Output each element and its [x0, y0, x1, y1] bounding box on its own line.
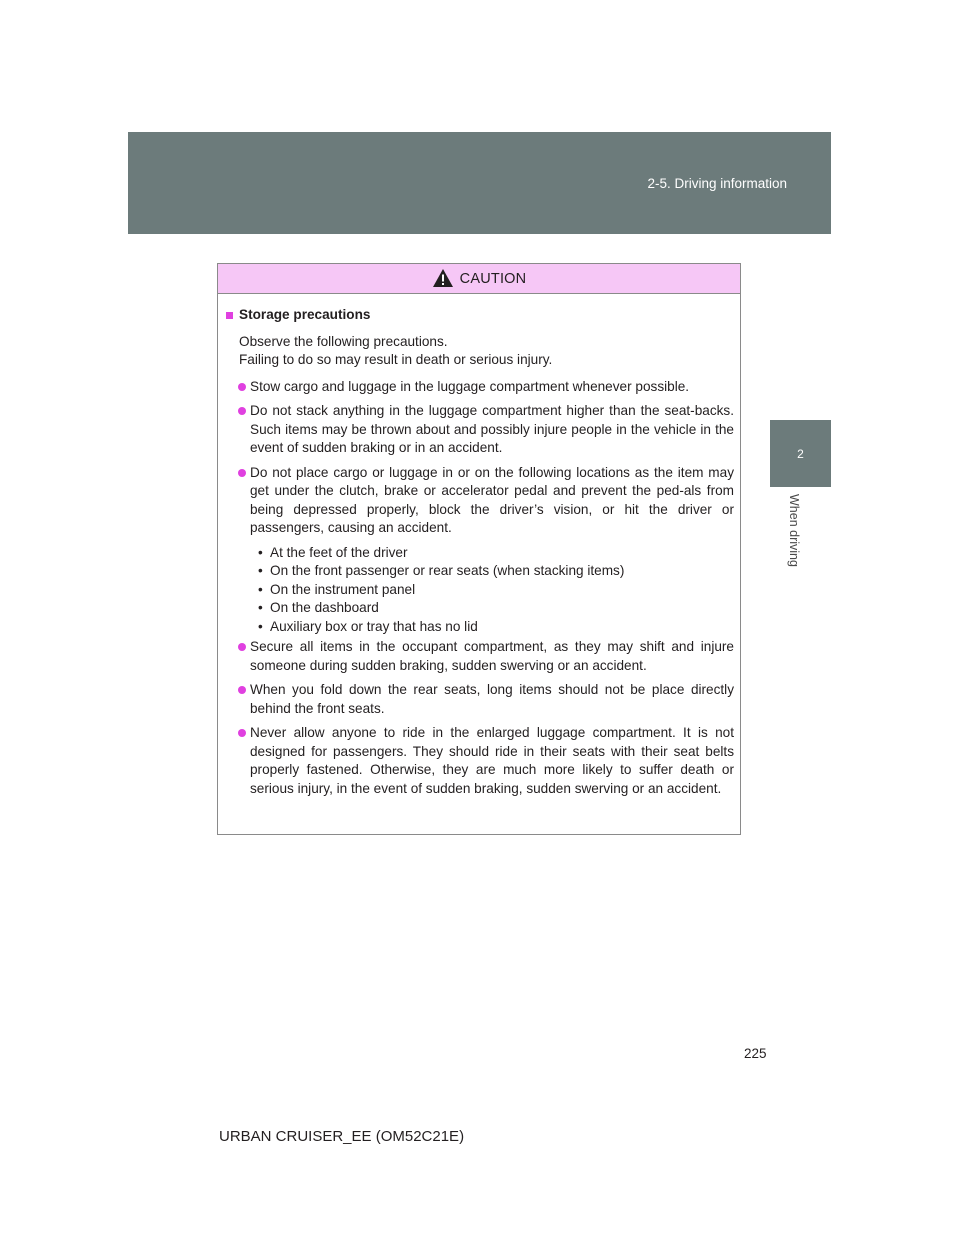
intro-line: Failing to do so may result in death or serious injury. [239, 352, 553, 367]
list-item [226, 402, 734, 458]
list-item [226, 638, 734, 675]
location-sublist [226, 544, 734, 637]
sub-item: • Auxiliary box or tray that has no lid [258, 618, 734, 637]
bullet-dot-icon [238, 686, 246, 694]
page-number: 225 [744, 1046, 767, 1061]
caution-intro [226, 333, 734, 370]
caution-title: CAUTION [459, 270, 527, 287]
sub-item-text: Auxiliary box or tray that has no lid [270, 618, 478, 634]
caution-box [217, 263, 741, 835]
section-title: 2-5. Driving information [647, 176, 787, 191]
caution-header [218, 264, 740, 294]
list-item [226, 378, 734, 397]
list-item-text: Stow cargo and luggage in the luggage compartment whenever possible. [250, 378, 690, 394]
list-item [226, 724, 734, 798]
list-item [226, 464, 734, 538]
list-item-text: Secure all items in the occupant compartment, as they may shift and injure someone during sudden braking, sudden swerving or an accident. [250, 639, 734, 673]
chapter-label: When driving [787, 494, 801, 567]
intro-line: Observe the following precautions. [239, 333, 448, 349]
bullet-dot-icon [238, 643, 246, 651]
sub-item-text: On the instrument panel [270, 581, 416, 597]
list-item-text: Do not place cargo or luggage in or on the following locations as the item may get under the clutch, brake or accelerator pedal and prevent the ped-als from being depressed properly, block the driver’s vision, or hit the driver or passengers, causing an accident. [250, 464, 734, 535]
list-item-text: When you fold down the rear seats, long items should not be place directly behind the front seats. [250, 682, 734, 716]
bullet-dot-icon [238, 407, 246, 415]
bullet-dot-icon [238, 383, 246, 391]
sub-item: • On the dashboard [258, 599, 734, 618]
footer-model-code: URBAN CRUISER_EE (OM52C21E) [219, 1128, 465, 1145]
caution-heading-text: Storage precautions [239, 307, 371, 322]
sub-item-text: On the front passenger or rear seats (when stacking items) [270, 563, 625, 578]
list-item-text: Do not stack anything in the luggage compartment higher than the seat-backs. Such items may be thrown about and possibly injure people in the vehicle in the event of sudden braking or in an accident. [250, 403, 734, 455]
bullet-dot-icon [238, 729, 246, 737]
sub-item-text: On the dashboard [270, 600, 379, 615]
chapter-tab[interactable] [770, 420, 831, 487]
sub-item: • At the feet of the driver [258, 544, 734, 563]
bullet-dot-icon [238, 469, 246, 477]
sub-item-text: At the feet of the driver [270, 544, 408, 560]
header-band [128, 132, 831, 234]
sub-item: • On the instrument panel [258, 581, 734, 600]
list-item-text: Never allow anyone to ride in the enlarged luggage compartment. It is not designed for passengers. They should ride in their seats with their seat belts properly fastened. Otherwise, they are much more likely to suffer death or serious injury, in the event of sudden braking, sudden swerving or an accident. [250, 725, 734, 796]
sub-item: • On the front passenger or rear seats (when stacking items) [258, 562, 734, 581]
caution-heading [226, 306, 734, 325]
warning-triangle-icon [432, 268, 454, 288]
chapter-number: 2 [797, 446, 804, 461]
square-bullet-icon [226, 312, 233, 319]
list-item [226, 681, 734, 718]
caution-body [218, 294, 740, 798]
